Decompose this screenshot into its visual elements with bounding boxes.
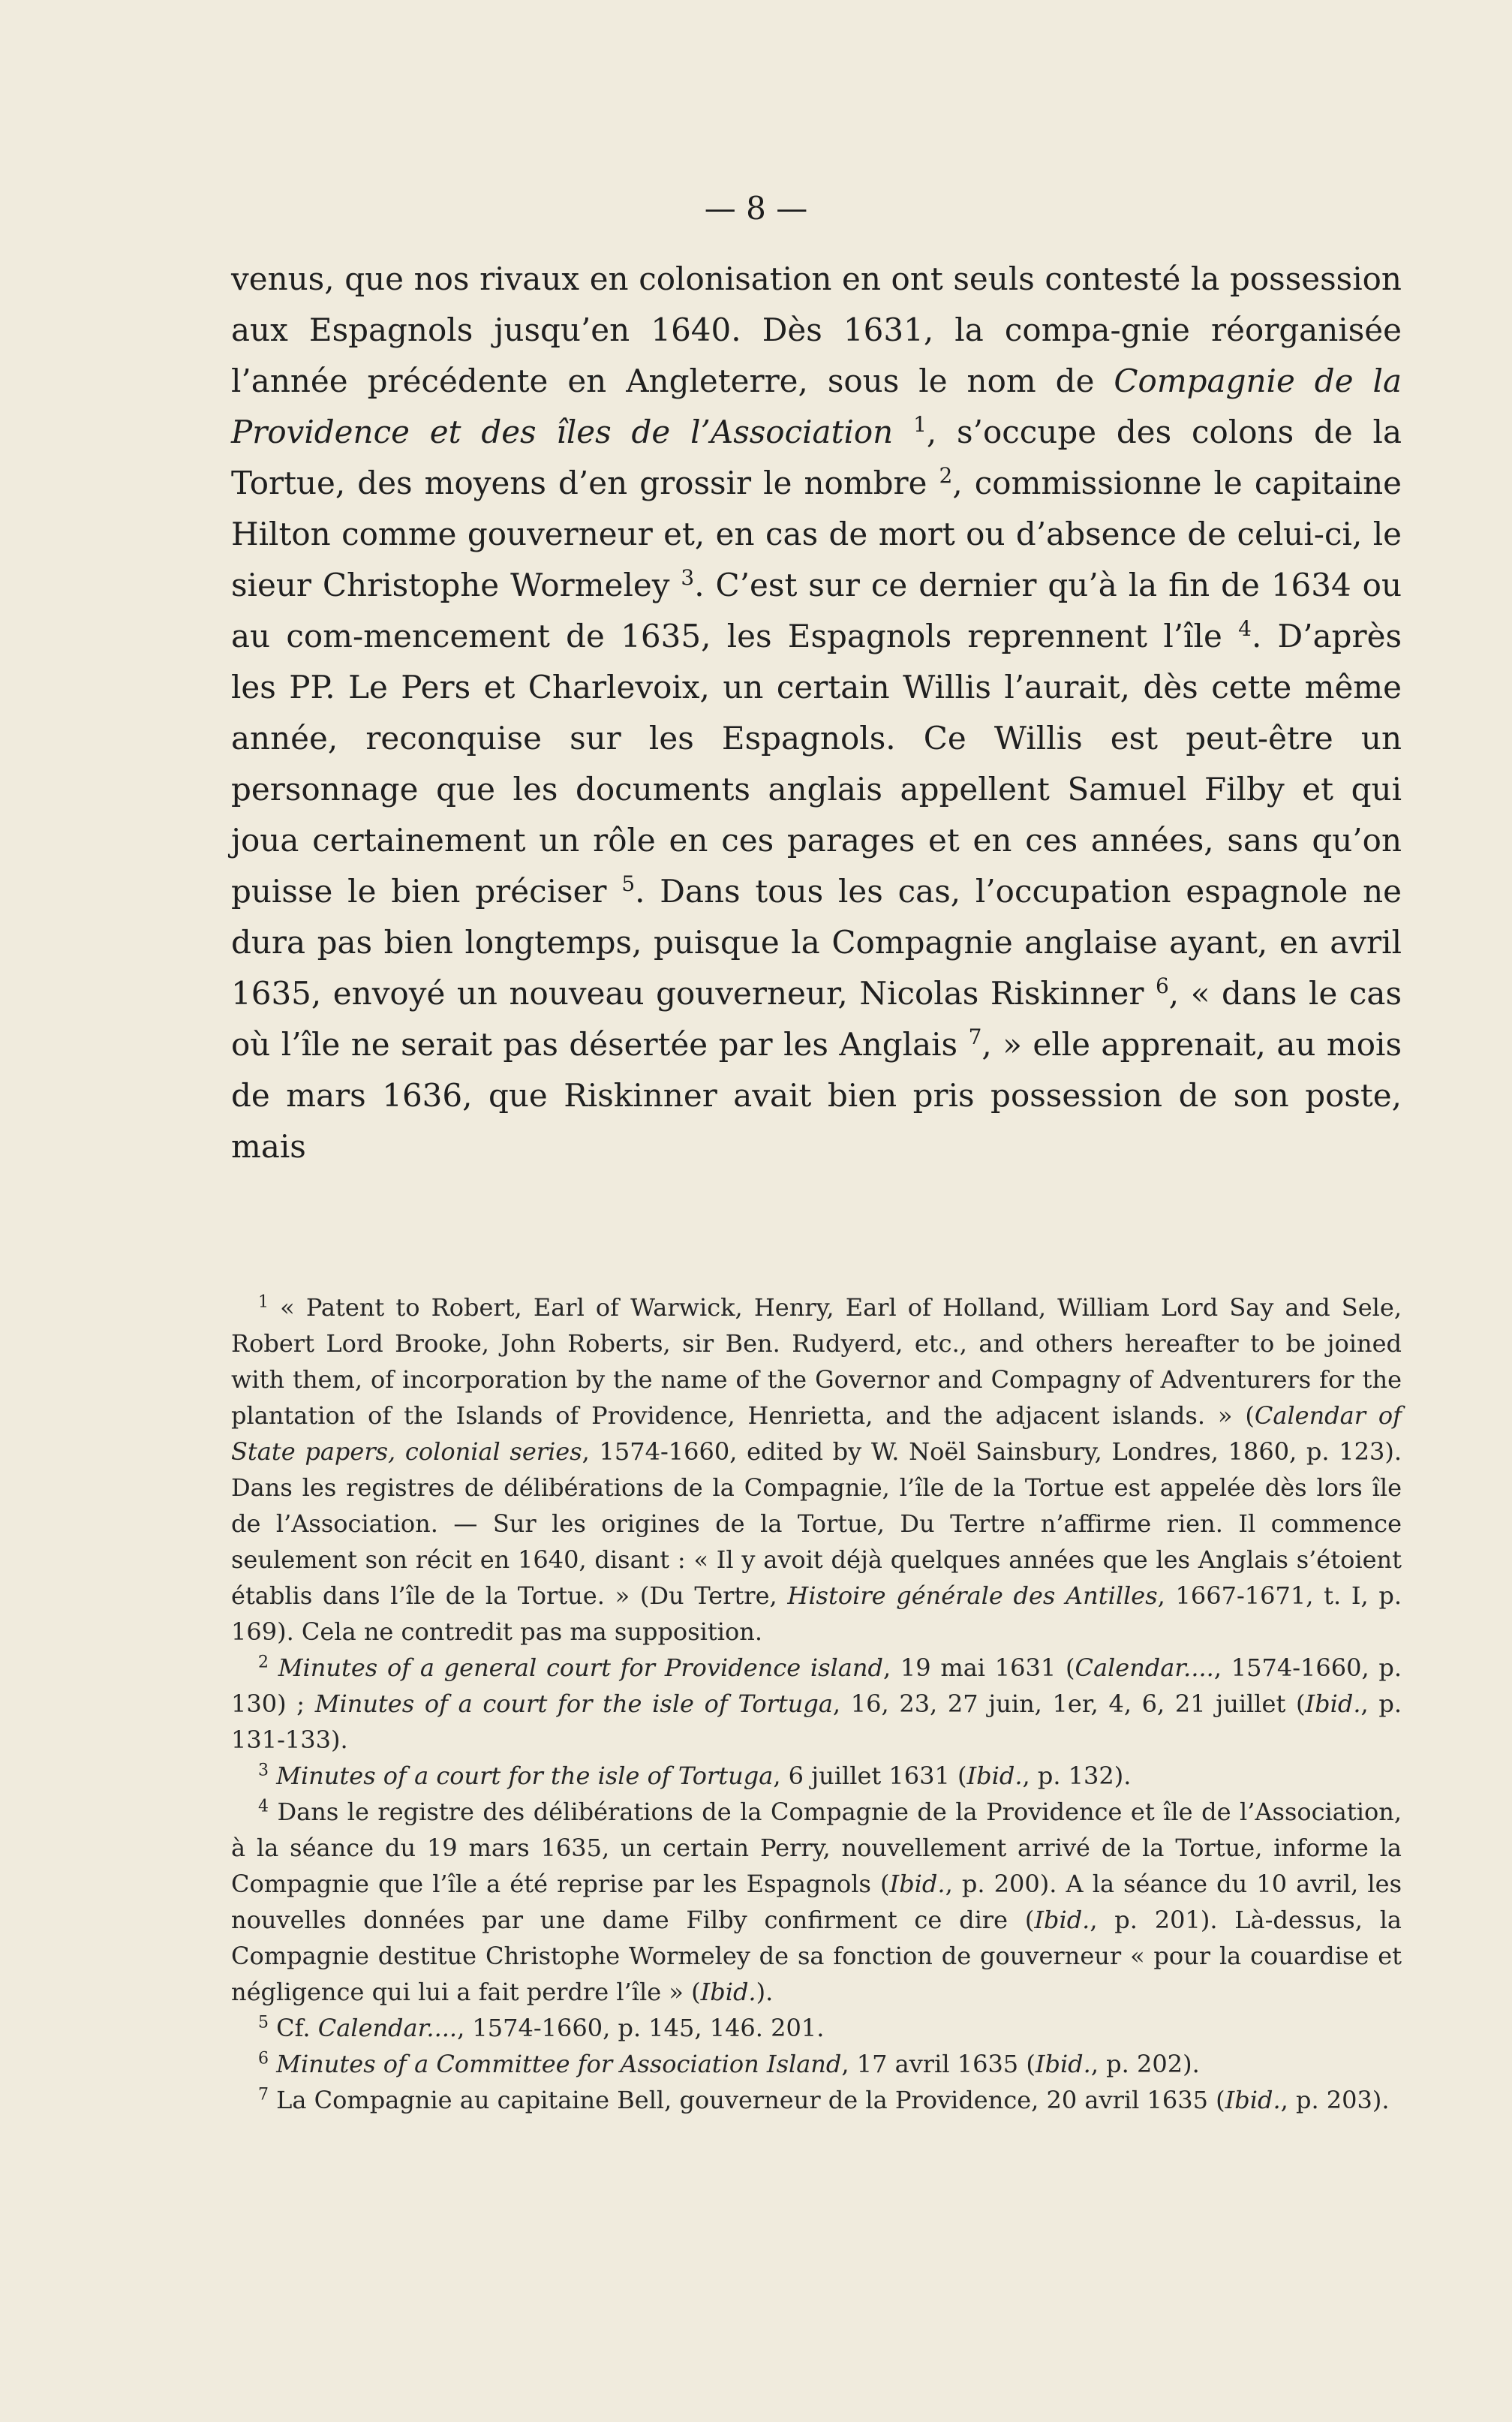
footnote-text: , 19 mai 1631 ( [882, 1653, 1075, 1682]
text-segment: , commissionne le capitaine Hilton comme gouverneur et, en cas de mort ou d’absence de celui-ci, le sieur Christophe Wormeley [231, 465, 1402, 603]
footnote-text: , 6 juillet 1631 ( [773, 1762, 967, 1790]
text-segment: , « dans le cas où l’île ne serait pas désertée par les Anglais [231, 975, 1402, 1063]
footnotes [231, 1289, 1402, 2118]
footnote-text: Dans le registre des délibérations de la Compagnie de la Providence et île de l’Association, à la séance du 19 mars 1635, un certain Perry, nouvellement arrivé de la Tortue, informe la Compagnie que l’île a été reprise par les Espagnols ( [231, 1798, 1402, 1898]
footnote-text-italic: Ibid. [700, 1978, 756, 2006]
footnote-text: , p. 132). [1022, 1762, 1132, 1790]
footnote-ref-7: 7 [968, 1024, 982, 1049]
footnote-text: La Compagnie au capitaine Bell, gouverneur de la Providence, 20 avril 1635 ( [276, 2086, 1225, 2114]
footnote-text-italic: Ibid. [966, 1762, 1023, 1790]
footnote-text: , p. 131-133). [231, 1689, 1402, 1754]
footnote-1 [231, 1289, 1402, 1650]
text-segment: . Dans tous les cas, l’occupation espagnole ne dura pas bien longtemps, puisque la Compagnie anglaise ayant, en avril 1635, envoyé un nouveau gouverneur, Nicolas Riskinner [231, 873, 1402, 1012]
text-segment: . D’après les PP. Le Pers et Charlevoix, un certain Willis l’aurait, dès cette même année, reconquise sur les Espagnols. Ce Willis est peut-être un personnage que les documents anglais appellent Samuel Filby et qui joua certainement un rôle en ces parages et en ces années, sans qu’on puisse le bien préciser [231, 618, 1402, 910]
footnote-mark: 2 [258, 1653, 269, 1672]
footnote-text: Cf. [276, 2014, 318, 2042]
footnote-ref-5: 5 [621, 871, 636, 896]
footnote-text: , p. 201). Là-dessus, la Compagnie destitue Christophe Wormeley de sa fonction de gouverneur « pour la couardise et négligence qui lui a fait perdre l’île » ( [231, 1906, 1402, 2006]
footnote-ref-3: 3 [681, 565, 695, 590]
footnote-text-italic: Ibid. [889, 1870, 945, 1898]
footnote-mark: 3 [258, 1761, 269, 1780]
text-segment-italic: Compagnie de la Providence et des îles de l’Association [231, 363, 1402, 450]
footnote-mark: 1 [258, 1292, 269, 1312]
footnote-text-italic: Ibid. [1034, 1906, 1090, 1934]
footnote-text: , 1574-1660, p. 145, 146. 201. [457, 2014, 825, 2042]
footnote-text-italic: Minutes of a Committee for Association Island [276, 2050, 842, 2078]
page-number: — 8 — [704, 190, 808, 227]
text-segment: venus, que nos rivaux en colonisation en ont seuls contesté la possession aux Espagnols jusqu’en 1640. Dès 1631, la compa-gnie réorganisée l’année précédente en Angleterre, sous le nom de [231, 260, 1402, 399]
footnote-text-italic: Ibid. [1305, 1689, 1361, 1718]
footnote-ref-6: 6 [1155, 973, 1169, 998]
footnote-mark: 6 [258, 2049, 269, 2068]
footnote-4 [231, 1794, 1402, 2010]
footnote-ref-1: 1 [913, 412, 927, 437]
footnote-text-italic: Minutes of a court for the isle of Tortuga [314, 1689, 833, 1718]
footnote-text: ). [756, 1978, 774, 2006]
footnote-text: , p. 203). [1280, 2086, 1390, 2114]
footnote-text-italic: Histoire générale des Antilles [787, 1581, 1158, 1610]
footnote-6 [231, 2046, 1402, 2082]
footnote-text: , 16, 23, 27 juin, 1er, 4, 6, 21 juillet ( [832, 1689, 1306, 1718]
footnote-text-italic: Calendar.... [1075, 1653, 1214, 1682]
footnote-7 [231, 2082, 1402, 2118]
footnote-text: , p. 200). A la séance du 10 avril, les nouvelles données par une dame Filby confirment ce dire ( [231, 1870, 1402, 1934]
footnote-text-italic: Ibid. [1225, 2086, 1281, 2114]
footnote-2 [231, 1650, 1402, 1758]
main-text [231, 254, 1402, 1172]
footnote-text-italic: Minutes of a court for the isle of Tortuga [276, 1762, 774, 1790]
footnote-text: « Patent to Robert, Earl of Warwick, Henry, Earl of Holland, William Lord Say and Sele, Robert Lord Brooke, John Roberts, sir Ben. Rudyerd, etc., and others hereafter to be joined with them, of incorporation by the name of the Governor and Compagny of Adventurers for the plantation of the Islands of Providence, Henrietta, and the adjacent islands. » ( [231, 1293, 1402, 1430]
footnote-mark: 5 [258, 2013, 269, 2032]
footnote-text-italic: Calendar.... [317, 2014, 458, 2042]
footnote-3 [231, 1758, 1402, 1794]
footnote-mark: 4 [258, 1797, 269, 1816]
footnote-text-italic: Minutes of a general court for Providence island [278, 1653, 883, 1682]
footnote-ref-2: 2 [939, 463, 953, 488]
footnote-text-italic: Calendar of State papers, colonial series [231, 1401, 1402, 1466]
footnote-ref-4: 4 [1238, 616, 1252, 641]
footnote-text-italic: Ibid. [1035, 2050, 1091, 2078]
footnote-text: , 1574-1660, p. 130) ; [231, 1653, 1402, 1718]
footnote-text: , 1667-1671, t. I, p. 169). Cela ne contredit pas ma supposition. [231, 1581, 1402, 1646]
footnote-text: , p. 202). [1090, 2050, 1200, 2078]
text-segment: . C’est sur ce dernier qu’à la fin de 1634 ou au com-mencement de 1635, les Espagnols reprennent l’île [231, 567, 1402, 654]
text-segment: , s’occupe des colons de la Tortue, des moyens d’en grossir le nombre [231, 414, 1402, 501]
footnote-mark: 7 [258, 2085, 269, 2105]
text-segment: , » elle apprenait, au mois de mars 1636, que Riskinner avait bien pris possession de son poste, mais [231, 1026, 1402, 1165]
footnote-5 [231, 2010, 1402, 2046]
footnote-text: , 1574-1660, edited by W. Noël Sainsbury, Londres, 1860, p. 123). Dans les registres de délibérations de la Compagnie, l’île de la Tortue est appelée dès lors île de l’Association. — Sur les origines de la Tortue, Du Tertre n’affirme rien. Il commence seulement son récit en 1640, disant : « Il y avoit déjà quelques années que les Anglais s’étoient établis dans l’île de la Tortue. » (Du Tertre, [231, 1437, 1402, 1610]
footnote-text: , 17 avril 1635 ( [841, 2050, 1036, 2078]
